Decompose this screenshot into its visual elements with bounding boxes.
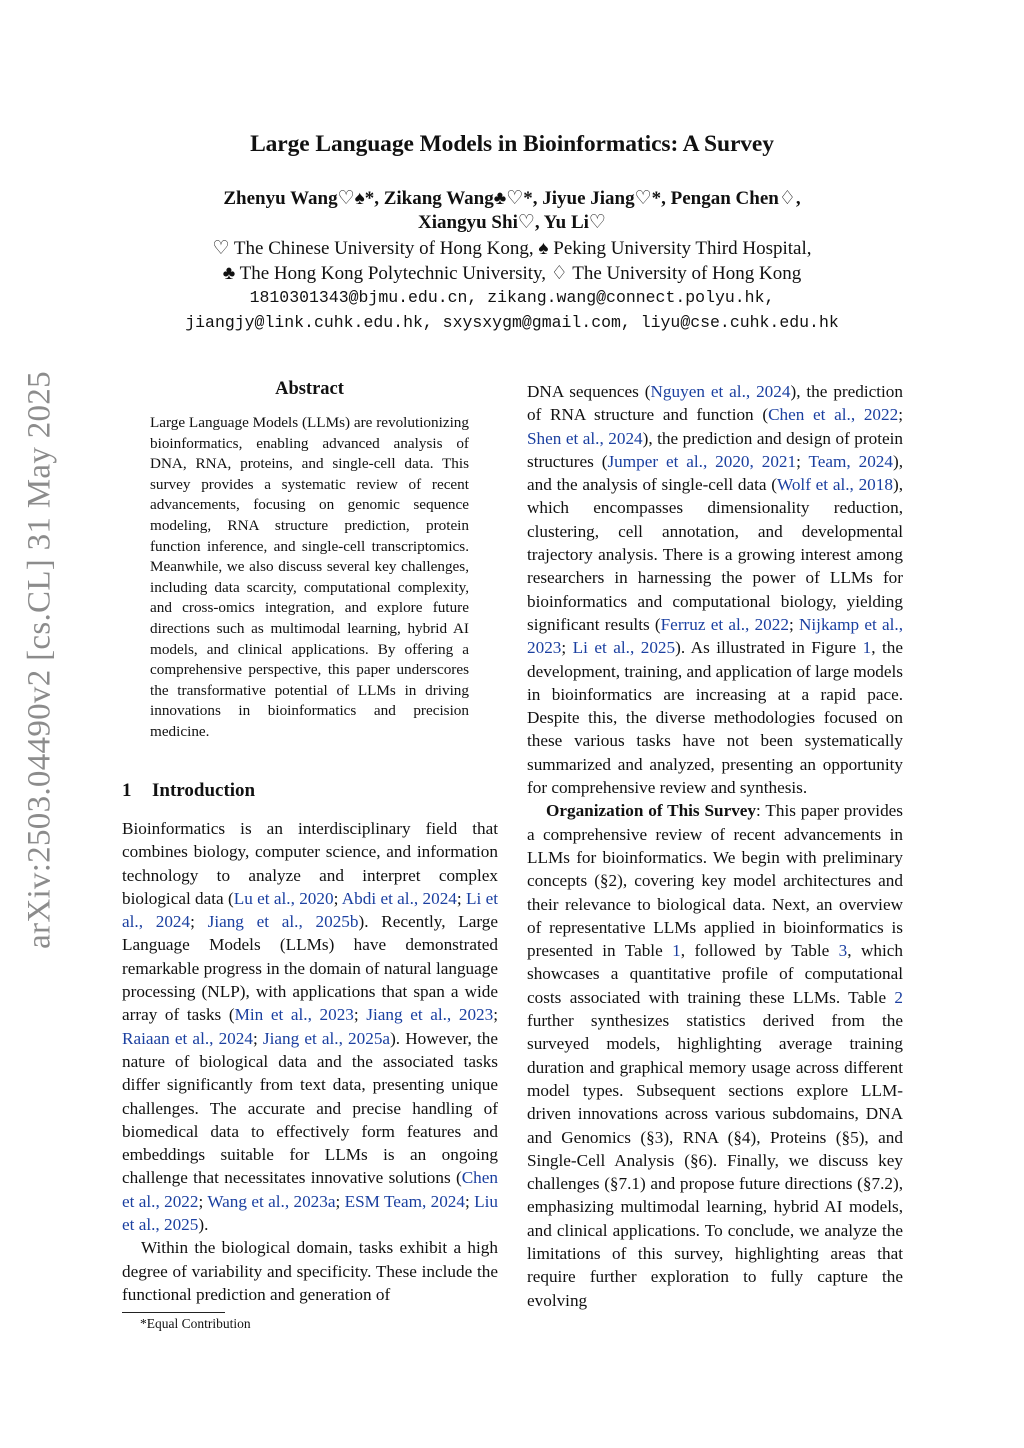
text-run: ), the prediction of RNA structure and function ( (527, 382, 903, 425)
text-run: ; (198, 1191, 208, 1211)
citation-link[interactable]: 1 (672, 941, 681, 961)
citation-link[interactable]: ESM Team, 2024 (344, 1191, 465, 1211)
citation-link[interactable]: Jumper et al., 2020, 2021 (607, 451, 797, 471)
authors-line-1: Zhenyu Wang♡♠*, Zikang Wang♣♡*, Jiyue Jiang♡*, Pengan Chen♢, (223, 188, 801, 209)
citation-link[interactable]: Team, 2024 (808, 451, 893, 471)
citation-link[interactable]: Nguyen et al., 2024 (650, 382, 791, 401)
citation-link[interactable]: Jiang et al., 2023 (366, 1005, 494, 1025)
abstract-heading: Abstract (275, 379, 344, 399)
text-run: ; (796, 451, 809, 471)
affiliation-line-2: ♣ The Hong Kong Polytechnic University, ♢ The University of Hong Kong (222, 263, 802, 284)
arxiv-sidebar-stamp (10, 280, 70, 1040)
arxiv-id: arXiv:2503.04490v2 [cs.CL] 31 May 2025 (21, 371, 58, 949)
citation-link[interactable]: 1 (862, 638, 872, 658)
author-list (0, 187, 1024, 235)
paper-title: Large Language Models in Bioinformatics: A Survey (250, 131, 774, 157)
text-run: ; (190, 912, 208, 932)
citation-link[interactable]: 3 (838, 941, 848, 961)
text-run: ), the prediction and design of protein structures ( (527, 428, 903, 471)
text-run: ; (353, 1005, 367, 1025)
text-run: ; (333, 888, 342, 908)
authors-line-2: Xiangyu Shi♡, Yu Li♡ (418, 212, 606, 233)
organization-lead: Organization of This Survey (546, 801, 757, 821)
text-run: ; (335, 1191, 345, 1211)
text-run: Bioinformatics is an interdisciplinary field that combines biology, computer science, and information technology to analyze and interpret complex biological data ( (122, 819, 498, 908)
citation-link[interactable]: Wang et al., 2023a (207, 1191, 336, 1211)
section-title: Introduction (152, 780, 256, 801)
citation-link[interactable]: 2 (894, 987, 903, 1007)
text-run: ; (561, 638, 573, 658)
text-run: : This paper provides a comprehensive review of recent advancements in LLMs for bioinformatics. We begin with preliminary concepts (§2), covering key model architectures and their relevance to biological data. Next, an overview of representative LLMs applied in bioinformatics is presented in Table (527, 801, 903, 961)
text-run: ). As illustrated in Figure (675, 638, 863, 658)
citation-link[interactable]: Li et al., 2025 (572, 638, 676, 658)
citation-link[interactable]: Shen et al., 2024 (527, 428, 643, 448)
section-heading (122, 780, 255, 802)
text-run: DNA sequences ( (527, 382, 651, 401)
text-run: further synthesizes statistics derived from the surveyed models, highlighting average training duration and graphical memory usage across different model types. Subsequent sections explore LLM-driven innovations across various subdomains, DNA and Genomics (§3), RNA (§4), Proteins (§5), and Single-Cell Analysis (§6). Finally, we discuss key challenges (§7.1) and propose future directions (§7.2), emphasizing multimodal learning, hybrid AI models, and clinical applications. To conclude, we analyze the limitations of this survey, highlighting areas that require further exploration to fully capture the evolving (527, 1011, 903, 1310)
author-emails (0, 286, 1024, 335)
citation-link[interactable]: Chen et al., 2022 (122, 1168, 498, 1211)
organization-body (527, 801, 903, 1309)
text-run: ), and the analysis of single-cell data ( (527, 451, 904, 495)
text-run: , followed by Table (680, 941, 839, 961)
citation-link[interactable]: Liu et al., 2025 (122, 1191, 498, 1235)
section-number: 1 (122, 780, 132, 801)
organization-paragraph (527, 799, 903, 1312)
citation-link[interactable]: Abdi et al., 2024 (341, 888, 457, 908)
citation-link[interactable]: Jiang et al., 2025a (262, 1028, 391, 1048)
citation-link[interactable]: Chen et al., 2022 (768, 405, 899, 425)
text-run: ), which encompasses dimensionality reduction, clustering, cell annotation, and developmental trajectory analysis. There is a growing interest among researchers in harnessing the power of LLMs for bioinformatics and computational biology, yielding significant results ( (527, 475, 903, 634)
citation-link[interactable]: Min et al., 2023 (234, 1005, 354, 1025)
text-run: ; (788, 614, 799, 634)
right-paragraph-1 (527, 380, 903, 799)
text-run: ; (252, 1028, 263, 1048)
intro-paragraph-2: Within the biological domain, tasks exhibit a high degree of variability and specificity. These include the functional prediction and generation of (122, 1238, 498, 1304)
citation-link[interactable]: Nijkamp et al., 2023 (527, 614, 903, 658)
footnote: *Equal Contribution (140, 1316, 251, 1331)
citation-link[interactable]: Raiaan et al., 2024 (122, 1028, 253, 1048)
citation-link[interactable]: Li et al., 2024 (122, 888, 499, 932)
email-line-2: jiangjy@link.cuhk.edu.hk, sxysxygm@gmail.com, liyu@cse.cuhk.edu.hk (185, 312, 839, 332)
text-run: ). (198, 1215, 209, 1235)
text-run: ; (898, 405, 903, 425)
text-run: ; (456, 888, 466, 908)
abstract-text: Large Language Models (LLMs) are revolutionizing bioinformatics, enabling advanced analysis of DNA, RNA, proteins, and single-cell data. This survey provides a systematic review of recent advancements, focusing on genomic sequence modeling, RNA structure prediction, protein function inference, and single-cell transcriptomics. Meanwhile, we also discuss several key challenges, including data scarcity, computational complexity, and cross-omics integration, and explore future directions such as multimodal learning, hybrid AI models, and clinical applications. By offering a comprehensive perspective, this paper underscores the transformative potential of LLMs in driving innovations in bioinformatics and precision medicine. (150, 414, 469, 740)
right-column-body (527, 380, 903, 1312)
text-run: ). Recently, Large Language Models (LLMs) have demonstrated remarkable progress in the domain of natural language processing (NLP), with applications that span a wide array of tasks ( (122, 912, 498, 1025)
footnote-rule (122, 1312, 225, 1313)
citation-link[interactable]: Wolf et al., 2018 (776, 475, 893, 495)
affiliations (0, 236, 1024, 286)
text-run: ; (493, 1005, 499, 1025)
affiliation-line-1: ♡ The Chinese University of Hong Kong, ♠ Peking University Third Hospital, (212, 238, 812, 259)
citation-link[interactable]: Ferruz et al., 2022 (660, 614, 789, 634)
text-run: , which showcases a quantitative profile of computational costs associated with training these LLMs. Table (527, 941, 903, 1007)
text-run: , the development, training, and application of large models in bioinformatics are increasing at a rapid pace. Despite this, the diverse methodologies focused on these various tasks have not been systematically summarized and analyzed, presenting an opportunity for comprehensive review and synthesis. (527, 638, 903, 798)
citation-link[interactable]: Jiang et al., 2025b (207, 912, 359, 932)
left-column-body (122, 817, 498, 1306)
citation-link[interactable]: Lu et al., 2020 (233, 888, 334, 908)
intro-paragraph-1 (122, 817, 498, 1236)
text-run: ). However, the nature of biological data and the associated tasks differ significantly from text data, presenting unique challenges. The accurate and precise handling of biomedical data to effectively form features and embeddings suitable for LLMs is an ongoing challenge that necessitates innovative solutions ( (122, 1028, 498, 1188)
text-run: ; (464, 1191, 475, 1211)
email-line-1: 1810301343@bjmu.edu.cn, zikang.wang@connect.polyu.hk, (249, 288, 775, 307)
